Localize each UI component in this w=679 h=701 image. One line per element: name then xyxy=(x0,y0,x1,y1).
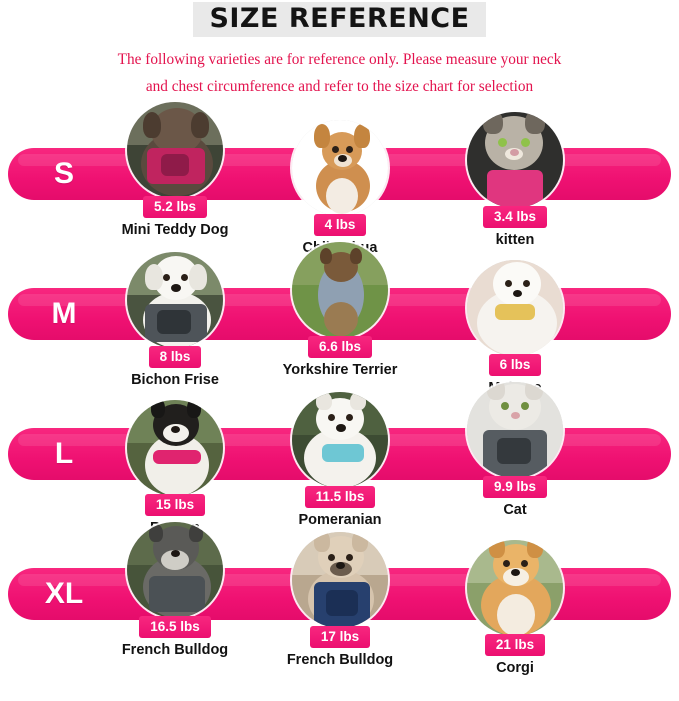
weight-badge: 16.5 lbs xyxy=(139,616,211,638)
weight-badge: 4 lbs xyxy=(314,214,367,236)
weight-badge: 5.2 lbs xyxy=(143,196,207,218)
animal-name: Yorkshire Terrier xyxy=(282,362,398,378)
animal-cell xyxy=(100,522,250,658)
animal-cell xyxy=(440,382,590,518)
animal-cell xyxy=(265,392,415,528)
size-row-l xyxy=(0,392,679,532)
size-row-s xyxy=(0,112,679,252)
teddy-dog-photo xyxy=(127,102,223,198)
weight-badge: 8 lbs xyxy=(149,346,202,368)
animal-cell xyxy=(100,400,250,536)
animal-name: kitten xyxy=(495,232,535,248)
weight-badge: 6 lbs xyxy=(489,354,542,376)
animal-cell xyxy=(440,260,590,396)
animal-name: Pomeranian xyxy=(298,512,382,528)
animal-name: Mini Teddy Dog xyxy=(121,222,229,238)
animal-cell xyxy=(440,112,590,248)
yorkshire-terrier-photo xyxy=(292,242,388,338)
animal-name: French Bulldog xyxy=(286,652,394,668)
maltese-photo xyxy=(467,260,563,356)
subtitle-line-2: and chest circumference and refer to the size chart for selection xyxy=(145,78,534,95)
page-title: SIZE REFERENCE xyxy=(193,2,485,37)
subtitle-line-1: The following varieties are for reference only. Please measure your neck xyxy=(117,51,562,68)
page-subtitle xyxy=(20,46,660,100)
size-label-xl: XL xyxy=(44,577,84,610)
weight-badge: 3.4 lbs xyxy=(483,206,547,228)
cat-photo xyxy=(467,382,563,478)
french-bulldog-photo xyxy=(292,532,388,628)
chihuahua-photo xyxy=(292,120,388,216)
boston-terrier-photo xyxy=(127,400,223,496)
size-label-m: M xyxy=(51,297,77,330)
pomeranian-photo xyxy=(292,392,388,488)
weight-badge: 15 lbs xyxy=(145,494,205,516)
animal-name: French Bulldog xyxy=(121,642,229,658)
animal-cell xyxy=(265,242,415,378)
animal-name: Cat xyxy=(503,502,527,518)
bichon-frise-photo xyxy=(127,252,223,348)
weight-badge: 21 lbs xyxy=(485,634,545,656)
animal-cell xyxy=(100,252,250,388)
schnauzer-photo xyxy=(127,522,223,618)
weight-badge: 9.9 lbs xyxy=(483,476,547,498)
animal-cell xyxy=(440,540,590,676)
size-rows xyxy=(0,112,679,676)
animal-cell xyxy=(265,120,415,256)
size-row-xl xyxy=(0,532,679,676)
animal-name: Corgi xyxy=(496,660,534,676)
size-label-l: L xyxy=(54,437,74,470)
animal-cell xyxy=(265,532,415,668)
size-row-m xyxy=(0,252,679,392)
title-container xyxy=(0,0,679,37)
size-label-s: S xyxy=(53,157,74,190)
animal-name: Bichon Frise xyxy=(131,372,219,388)
weight-badge: 11.5 lbs xyxy=(305,486,376,508)
weight-badge: 6.6 lbs xyxy=(308,336,372,358)
corgi-photo xyxy=(467,540,563,636)
animal-cell xyxy=(100,102,250,238)
kitten-photo xyxy=(467,112,563,208)
weight-badge: 17 lbs xyxy=(310,626,370,648)
